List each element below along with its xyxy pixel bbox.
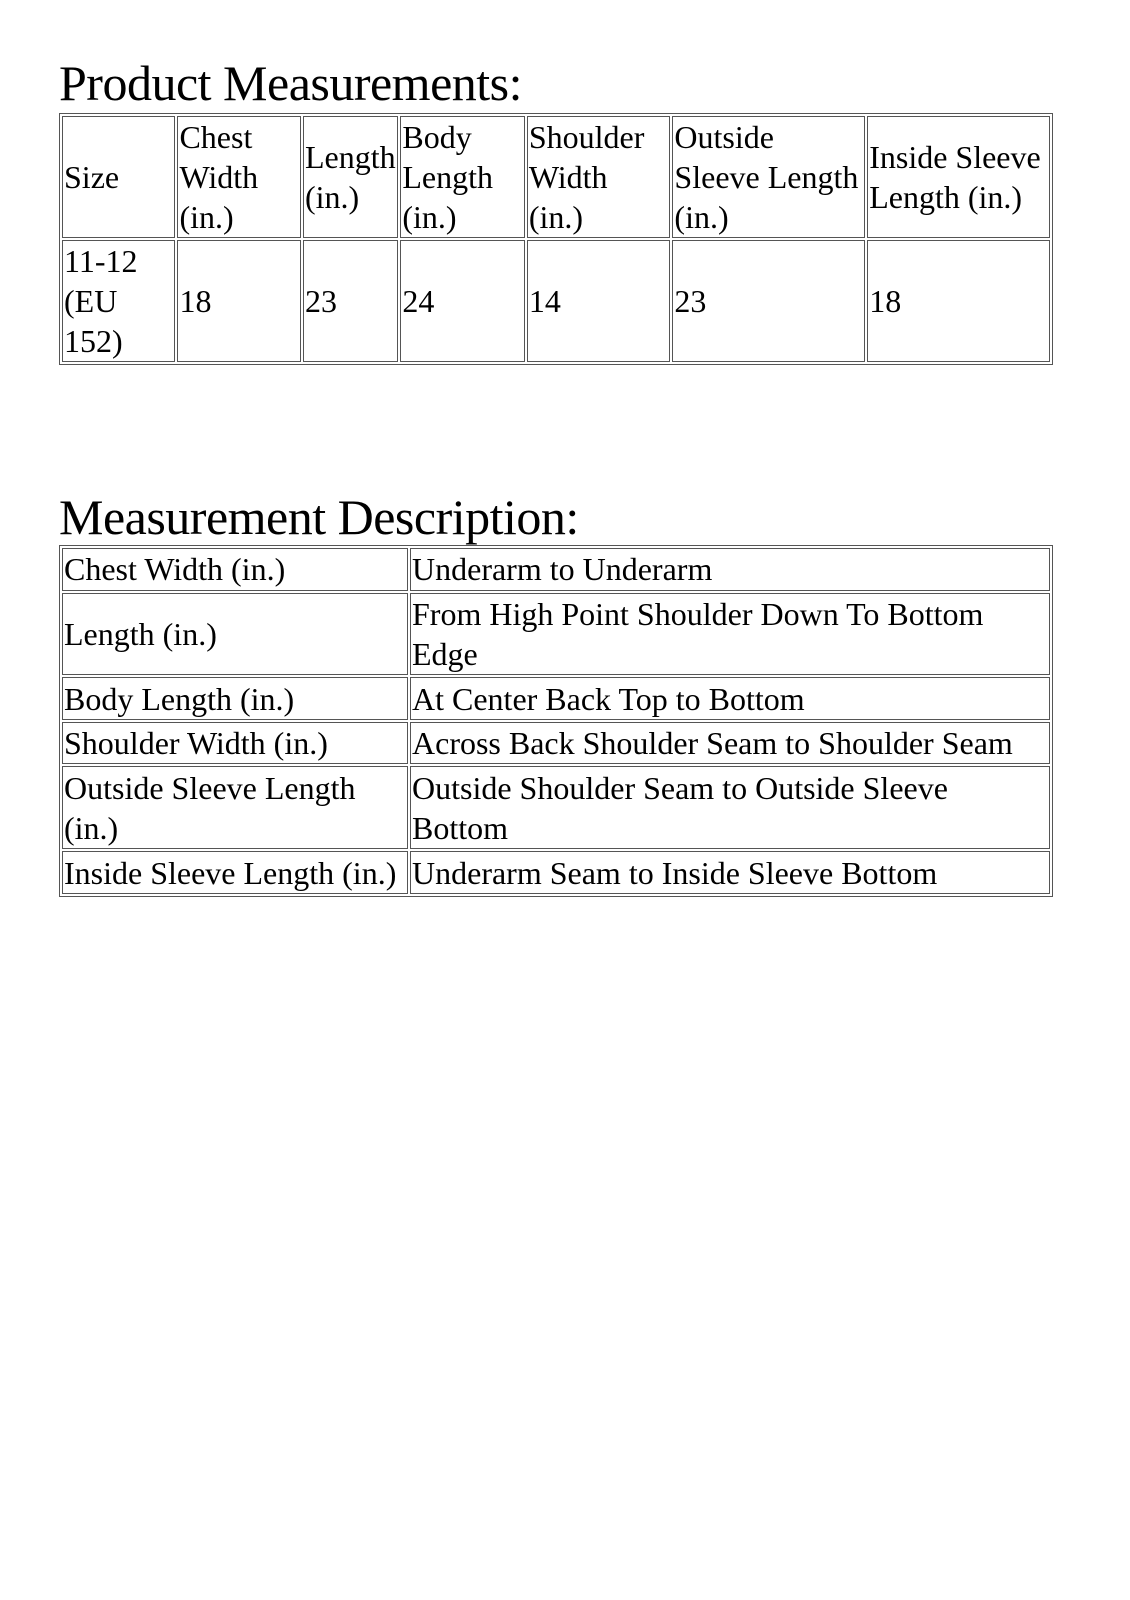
header-shoulder-width: Shoulder Width (in.) <box>527 116 671 238</box>
measurement-description-title: Measurement Description: <box>59 489 579 545</box>
header-outside-sleeve-length: Outside Sleeve Length (in.) <box>672 116 865 238</box>
product-measurements-title: Product Measurements: <box>59 55 523 111</box>
description-label: Body Length (in.) <box>62 677 408 720</box>
description-text: At Center Back Top to Bottom <box>410 677 1050 720</box>
cell-body-length: 24 <box>400 240 525 362</box>
cell-shoulder-width: 14 <box>527 240 671 362</box>
header-length: Length (in.) <box>303 116 398 238</box>
table-row <box>62 722 1050 765</box>
header-size: Size <box>62 116 175 238</box>
table-row <box>62 851 1050 894</box>
description-text: From High Point Shoulder Down To Bottom Edge <box>410 593 1050 676</box>
table-row <box>62 677 1050 720</box>
description-label: Chest Width (in.) <box>62 548 408 591</box>
cell-inside-sleeve-length: 18 <box>867 240 1050 362</box>
cell-outside-sleeve-length: 23 <box>672 240 865 362</box>
table-row <box>62 766 1050 849</box>
cell-size: 11-12 (EU 152) <box>62 240 175 362</box>
header-body-length: Body Length (in.) <box>400 116 525 238</box>
description-label: Outside Sleeve Length (in.) <box>62 766 408 849</box>
table-row <box>62 593 1050 676</box>
description-text: Outside Shoulder Seam to Outside Sleeve Bottom <box>410 766 1050 849</box>
header-chest-width: Chest Width (in.) <box>177 116 301 238</box>
cell-chest-width: 18 <box>177 240 301 362</box>
description-label: Length (in.) <box>62 593 408 676</box>
cell-length: 23 <box>303 240 398 362</box>
description-label: Shoulder Width (in.) <box>62 722 408 765</box>
measurements-table <box>59 113 1053 365</box>
table-row <box>62 240 1050 362</box>
table-header-row <box>62 116 1050 238</box>
table-row <box>62 548 1050 591</box>
header-inside-sleeve-length: Inside Sleeve Length (in.) <box>867 116 1050 238</box>
description-text: Underarm to Underarm <box>410 548 1050 591</box>
description-text: Underarm Seam to Inside Sleeve Bottom <box>410 851 1050 894</box>
description-table <box>59 545 1053 897</box>
description-label: Inside Sleeve Length (in.) <box>62 851 408 894</box>
description-text: Across Back Shoulder Seam to Shoulder Seam <box>410 722 1050 765</box>
